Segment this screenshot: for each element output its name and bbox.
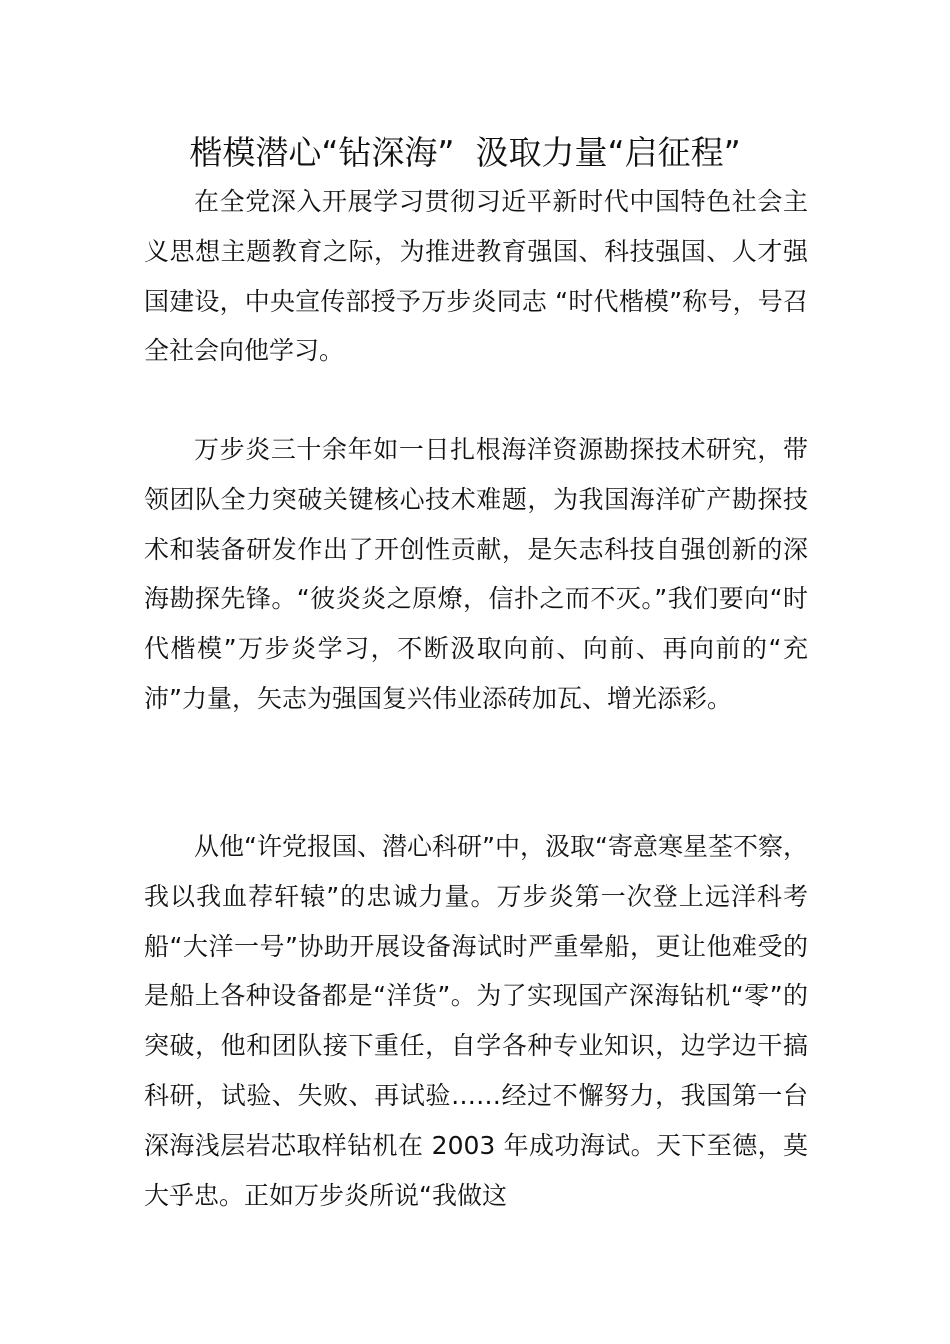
document-title: 楷模潜心“钻深海” 汲取力量“启征程” bbox=[189, 133, 741, 172]
paragraph-2-block bbox=[144, 425, 808, 724]
paragraph-2: 万步炎三十余年如一日扎根海洋资源勘探技术研究，带领团队全力突破关键核心技术难题，为我国海洋矿产勘探技术和装备研发作出了开创性贡献，是矢志科技自强创新的深海勘探先锋。“彼炎炎之原燎，信扑之而不灭。”我们要向“时代楷模”万步炎学习，不断汲取向前、向前、再向前的“充沛”力量，矢志为强国复兴伟业添砖加瓦、增光添彩。 bbox=[144, 435, 808, 713]
paragraph-1-block bbox=[144, 177, 808, 376]
paragraph-3-block bbox=[144, 822, 808, 1220]
paragraph-1: 在全党深入开展学习贯彻习近平新时代中国特色社会主义思想主题教育之际，为推进教育强国、科技强国、人才强国建设，中央宣传部授予万步炎同志 “时代楷模”称号，号召全社会向他学习。 bbox=[144, 187, 808, 366]
paragraph-3: 从他“许党报国、潜心科研”中，汲取“寄意寒星荃不察，我以我血荐轩辕”的忠诚力量。万步炎第一次登上远洋科考船“大洋一号”协助开展设备海试时严重晕船，更让他难受的是船上各种设备都是“洋货”。为了实现国产深海钻机“零”的突破，他和团队接下重任，自学各种专业知识，边学边干搞科研，试验、失败、再试验……经过不懈努力，我国第一台深海浅层岩芯取样钻机在 2003 年成功海试。天下至德，莫大乎忠。正如万步炎所说“我做这 bbox=[144, 832, 808, 1210]
